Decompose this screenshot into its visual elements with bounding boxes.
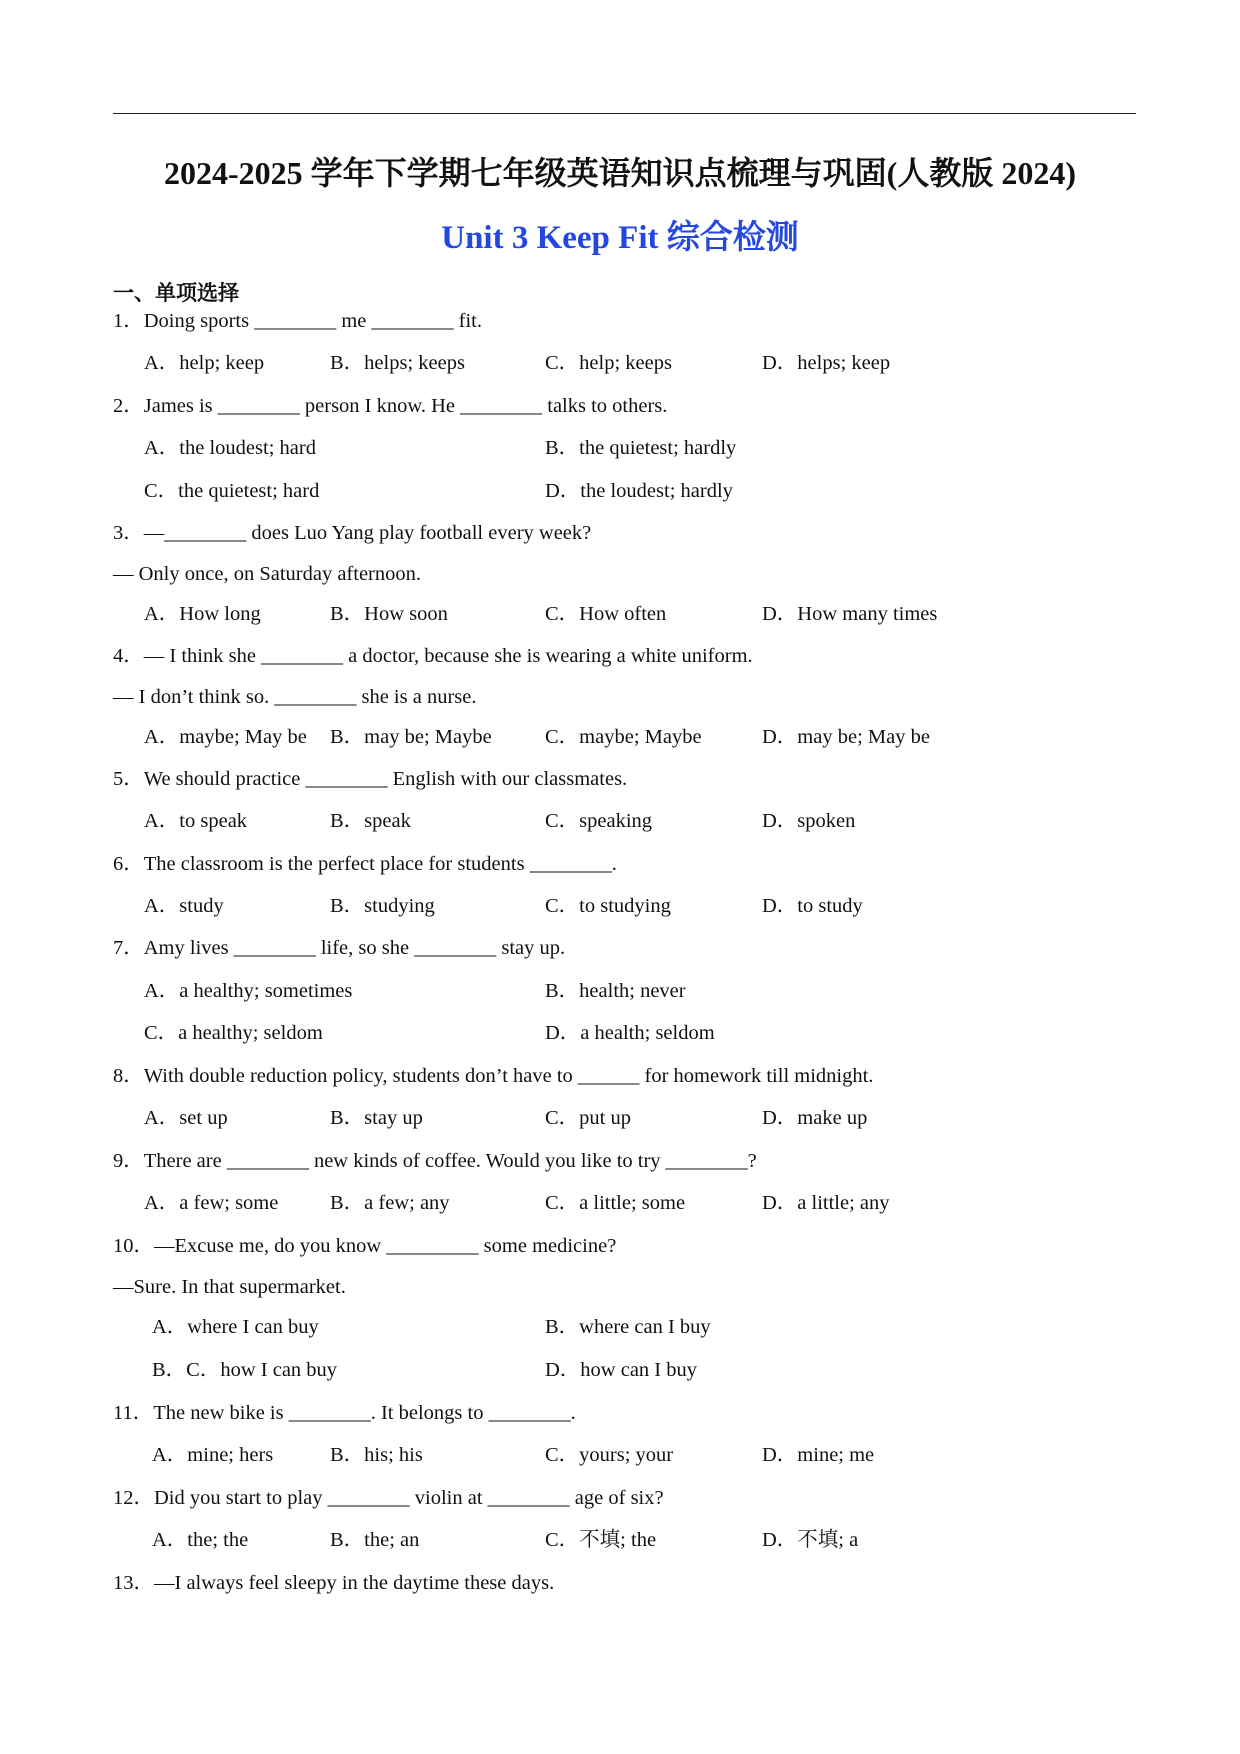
option-d: D．the loudest; hardly bbox=[545, 480, 733, 502]
option-a: A．mine; hers bbox=[152, 1444, 274, 1466]
option-d: D．mine; me bbox=[762, 1444, 875, 1466]
question-stem: 9．There are ________ new kinds of coffee. Would you like to try ________? bbox=[113, 1150, 757, 1172]
option-a: A．a few; some bbox=[144, 1192, 279, 1214]
option-c: C．speaking bbox=[545, 810, 653, 832]
question-stem: 4．— I think she ________ a doctor, because she is wearing a white uniform. bbox=[113, 645, 753, 667]
option-a: A．a healthy; sometimes bbox=[144, 980, 353, 1002]
option-b: B．How soon bbox=[330, 603, 448, 625]
option-c: C．不填; the bbox=[545, 1529, 657, 1551]
option-c: C．maybe; Maybe bbox=[545, 726, 702, 748]
option-a: A．set up bbox=[144, 1107, 228, 1129]
question-stem: 5．We should practice ________ English with our classmates. bbox=[113, 768, 628, 790]
question-stem: 2．James is ________ person I know. He ________ talks to others. bbox=[113, 395, 668, 417]
option-a: A．to speak bbox=[144, 810, 248, 832]
option-a: A．How long bbox=[144, 603, 261, 625]
question-stem: 1．Doing sports ________ me ________ fit. bbox=[113, 310, 482, 332]
option-b: B．stay up bbox=[330, 1107, 423, 1129]
option-c: C．the quietest; hard bbox=[144, 480, 320, 502]
option-b: B．health; never bbox=[545, 980, 686, 1002]
option-d: D．a little; any bbox=[762, 1192, 890, 1214]
option-d: D．to study bbox=[762, 895, 863, 917]
question-stem: 8．With double reduction policy, students don’t have to ______ for homework till midnight. bbox=[113, 1065, 874, 1087]
question-stem-reply: — I don’t think so. ________ she is a nurse. bbox=[113, 686, 477, 708]
option-d: D．spoken bbox=[762, 810, 856, 832]
option-d: D．may be; May be bbox=[762, 726, 930, 748]
option-c: C．to studying bbox=[545, 895, 671, 917]
option-b: B．may be; Maybe bbox=[330, 726, 492, 748]
option-d: D．make up bbox=[762, 1107, 868, 1129]
option-a: A．where I can buy bbox=[152, 1316, 319, 1338]
option-a: A．study bbox=[144, 895, 224, 917]
question-stem: 11．The new bike is ________. It belongs to ________. bbox=[113, 1402, 576, 1424]
question-stem: 7．Amy lives ________ life, so she ________ stay up. bbox=[113, 937, 566, 959]
option-d: D．how can I buy bbox=[545, 1359, 698, 1381]
option-a: A．the; the bbox=[152, 1529, 249, 1551]
document-subtitle: Unit 3 Keep Fit 综合检测 bbox=[441, 220, 799, 256]
option-a: A．help; keep bbox=[144, 352, 265, 374]
option-d: D．a health; seldom bbox=[545, 1022, 715, 1044]
option-b: B．his; his bbox=[330, 1444, 423, 1466]
option-a: A．maybe; May be bbox=[144, 726, 307, 748]
option-b: B．speak bbox=[330, 810, 411, 832]
question-stem-reply: — Only once, on Saturday afternoon. bbox=[113, 563, 421, 585]
option-c: C．a healthy; seldom bbox=[144, 1022, 323, 1044]
question-stem: 12．Did you start to play ________ violin at ________ age of six? bbox=[113, 1487, 664, 1509]
option-c: B．C．how I can buy bbox=[152, 1359, 338, 1381]
option-c: C．How often bbox=[545, 603, 667, 625]
option-c: C．a little; some bbox=[545, 1192, 686, 1214]
option-a: A．the loudest; hard bbox=[144, 437, 316, 459]
section-heading: 一、单项选择 bbox=[113, 281, 239, 305]
question-stem-reply: —Sure. In that supermarket. bbox=[113, 1276, 346, 1298]
option-b: B．studying bbox=[330, 895, 435, 917]
document-title: 2024-2025 学年下学期七年级英语知识点梳理与巩固(人教版 2024) bbox=[164, 155, 1076, 191]
question-stem: 6．The classroom is the perfect place for students ________. bbox=[113, 853, 617, 875]
question-stem: 3．—________ does Luo Yang play football every week? bbox=[113, 522, 592, 544]
option-c: C．yours; your bbox=[545, 1444, 674, 1466]
header-rule bbox=[113, 113, 1136, 114]
option-b: B．where can I buy bbox=[545, 1316, 711, 1338]
option-b: B．helps; keeps bbox=[330, 352, 465, 374]
option-c: C．help; keeps bbox=[545, 352, 672, 374]
option-b: B．a few; any bbox=[330, 1192, 450, 1214]
option-d: D．How many times bbox=[762, 603, 938, 625]
question-stem: 13．—I always feel sleepy in the daytime these days. bbox=[113, 1572, 555, 1594]
option-c: C．put up bbox=[545, 1107, 631, 1129]
option-b: B．the; an bbox=[330, 1529, 420, 1551]
option-b: B．the quietest; hardly bbox=[545, 437, 737, 459]
option-d: D．不填; a bbox=[762, 1529, 859, 1551]
question-stem: 10．—Excuse me, do you know _________ some medicine? bbox=[113, 1235, 617, 1257]
option-d: D．helps; keep bbox=[762, 352, 891, 374]
